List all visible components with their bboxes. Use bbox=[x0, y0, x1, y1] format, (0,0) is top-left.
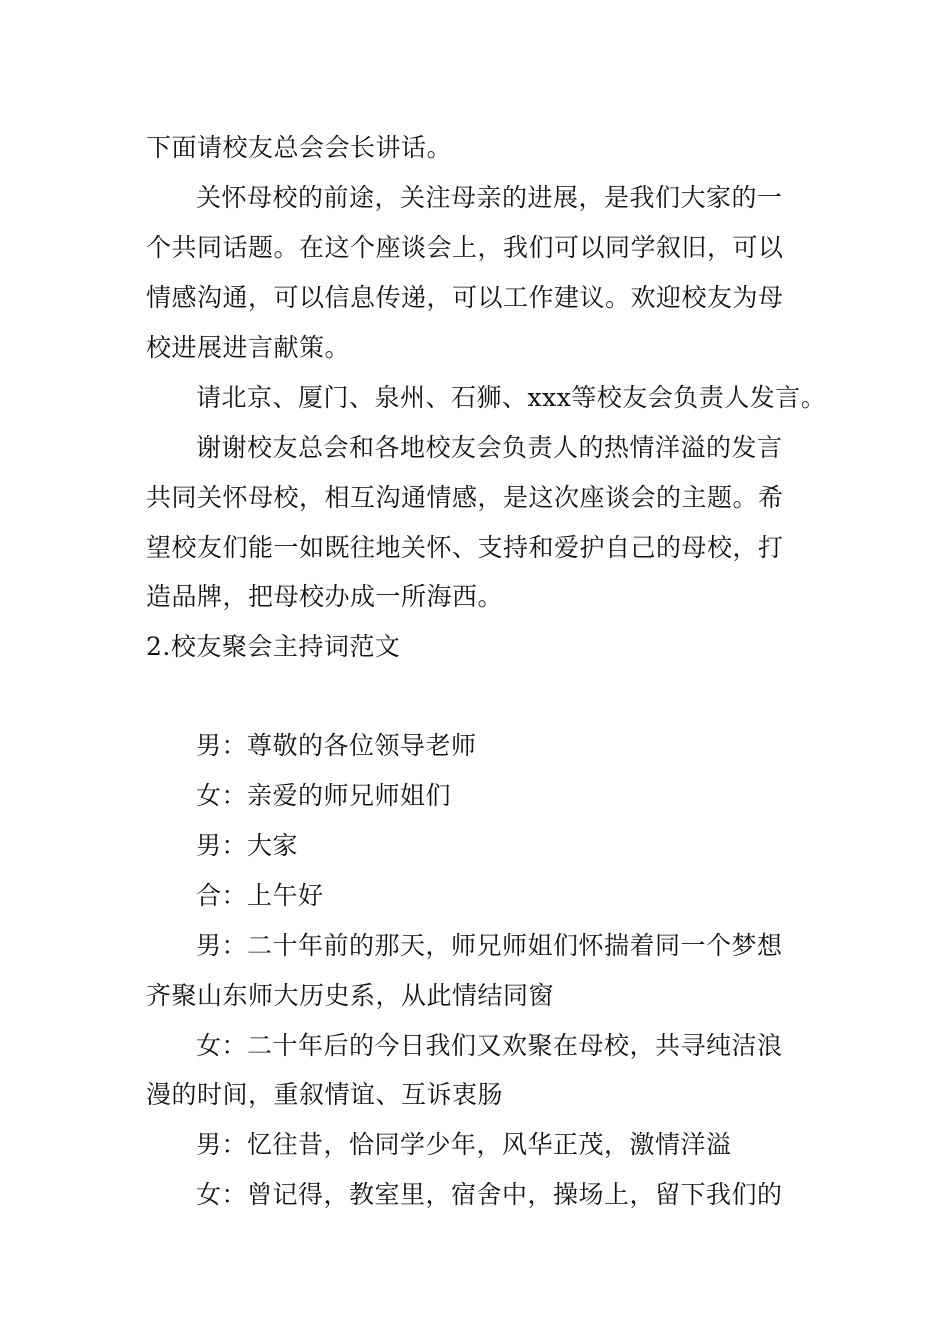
text-line: 个共同话题。在这个座谈会上，我们可以同学叙旧，可以 bbox=[146, 233, 784, 262]
text-line: 谢谢校友总会和各地校友会负责人的热情洋溢的发言 bbox=[196, 433, 783, 462]
text-line: 望校友们能一如既往地关怀、支持和爱护自己的母校，打 bbox=[146, 533, 784, 562]
text-line: 男：忆往昔，恰同学少年，风华正茂，激情洋溢 bbox=[196, 1130, 732, 1159]
text-line: 校进展进言献策。 bbox=[146, 333, 351, 362]
text-line: 造品牌，把母校办成一所海西。 bbox=[146, 582, 504, 611]
text-line: 齐聚山东师大历史系，从此情结同窗 bbox=[146, 981, 555, 1010]
text-line: 男：二十年前的那天，师兄师姐们怀揣着同一个梦想 bbox=[196, 931, 783, 960]
text-line: 漫的时间，重叙情谊、互诉衷肠 bbox=[146, 1080, 504, 1109]
text-line: 合：上午好 bbox=[196, 881, 324, 910]
text-line: 女：二十年后的今日我们又欢聚在母校，共寻纯洁浪 bbox=[196, 1031, 783, 1060]
text-line: 关怀母校的前途，关注母亲的进展，是我们大家的一 bbox=[196, 183, 783, 212]
text-line: 男：大家 bbox=[196, 831, 299, 860]
text-line: 女：曾记得，教室里，宿舍中，操场上，留下我们的 bbox=[196, 1180, 783, 1209]
text-line: 共同关怀母校，相互沟通情感，是这次座谈会的主题。希 bbox=[146, 483, 784, 512]
text-line: 女：亲爱的师兄师姐们 bbox=[196, 781, 452, 810]
section-heading: 2.校友聚会主持词范文 bbox=[146, 632, 401, 661]
text-line: 情感沟通，可以信息传递，可以工作建议。欢迎校友为母 bbox=[146, 283, 784, 312]
text-line: 请北京、厦门、泉州、石狮、xxx等校友会负责人发言。 bbox=[196, 383, 827, 412]
text-line: 下面请校友总会会长讲话。 bbox=[146, 133, 453, 162]
text-line: 男：尊敬的各位领导老师 bbox=[196, 731, 477, 760]
